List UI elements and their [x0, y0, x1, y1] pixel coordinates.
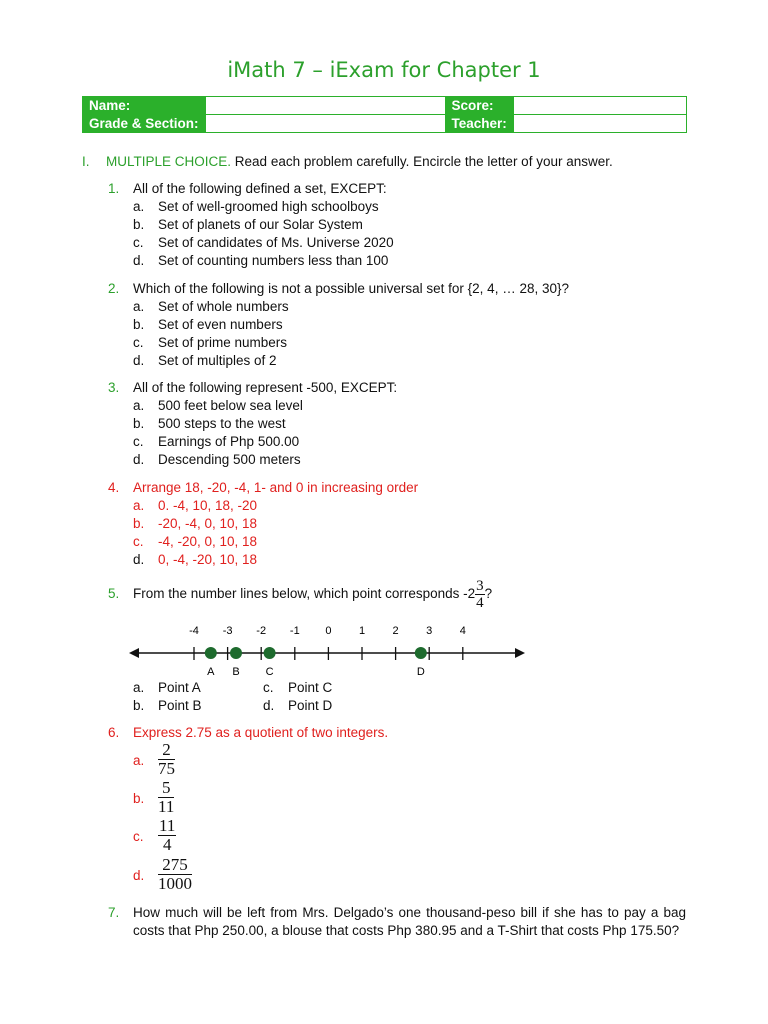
option[interactable] — [108, 316, 569, 334]
option[interactable] — [108, 216, 394, 234]
option-text: Point D — [288, 698, 333, 713]
tick-label: 2 — [392, 625, 399, 637]
option-fraction — [158, 741, 175, 778]
option-letter: a. — [133, 753, 145, 768]
tick-label: -1 — [289, 625, 300, 637]
point-marker — [230, 647, 242, 659]
option-letter: c. — [133, 829, 144, 844]
option-text: Set of well-groomed high schoolboys — [158, 199, 379, 214]
option-letter: d. — [133, 353, 145, 368]
option-letter: d. — [263, 698, 275, 713]
option-letter: c. — [133, 434, 144, 449]
option-letter: b. — [133, 791, 145, 806]
option-letter: a. — [133, 299, 145, 314]
option-text: Earnings of Php 500.00 — [158, 434, 300, 449]
option[interactable] — [108, 451, 397, 469]
question-number: 6. — [108, 725, 120, 740]
option-letter: c. — [133, 534, 144, 549]
option-letter: c. — [263, 680, 274, 695]
question-6 — [108, 724, 388, 742]
option-fraction — [158, 856, 192, 893]
option-letter: b. — [133, 698, 145, 713]
point-label: A — [207, 666, 215, 678]
option-text: Set of whole numbers — [158, 299, 289, 314]
question-7 — [108, 904, 688, 940]
option-text: Set of planets of our Solar System — [158, 217, 363, 232]
option-text: Descending 500 meters — [158, 452, 301, 467]
score-field[interactable] — [513, 97, 686, 115]
option[interactable] — [108, 298, 569, 316]
option[interactable] — [108, 497, 418, 515]
fraction-denominator: 4 — [162, 835, 172, 854]
option-text: 500 steps to the west — [158, 416, 286, 431]
number-line — [125, 620, 535, 680]
option[interactable] — [108, 433, 397, 451]
option-text: Point B — [158, 698, 202, 713]
section-header — [82, 154, 613, 169]
option-text: Set of even numbers — [158, 317, 283, 332]
option-letter: d. — [133, 868, 145, 883]
option[interactable] — [108, 679, 238, 697]
option-letter: b. — [133, 217, 145, 232]
option-letter: a. — [133, 199, 145, 214]
fraction-denominator: 1000 — [158, 874, 192, 893]
option-letter: c. — [133, 235, 144, 250]
option-text: 500 feet below sea level — [158, 398, 303, 413]
fraction-numerator: 11 — [159, 816, 176, 835]
point-label: D — [416, 666, 425, 678]
option-text: -4, -20, 0, 10, 18 — [158, 534, 258, 549]
fraction-numerator: 5 — [158, 779, 174, 798]
fraction-denominator: 4 — [476, 595, 484, 611]
score-label: Score: — [445, 97, 513, 115]
name-field[interactable] — [205, 97, 445, 115]
option-text: Point A — [158, 680, 201, 695]
exam-title: iMath 7 – iExam for Chapter 1 — [227, 58, 541, 82]
question-text: From the number lines below, which point corresponds -2 — [133, 586, 476, 602]
question-number: 5. — [108, 586, 120, 602]
section-instructions: Read each problem carefully. Encircle the letter of your answer. — [234, 154, 613, 169]
question-3 — [108, 379, 397, 469]
option-fraction — [158, 817, 176, 854]
option[interactable] — [108, 352, 569, 370]
left-arrow-icon — [129, 648, 139, 658]
option-text: Set of counting numbers less than 100 — [158, 253, 389, 268]
right-arrow-icon — [515, 648, 525, 658]
question-text: Express 2.75 as a quotient of two integers. — [133, 725, 389, 740]
student-info-table — [82, 96, 687, 133]
question-text: Arrange 18, -20, -4, 1- and 0 in increasing order — [133, 480, 419, 495]
fraction-numerator: 3 — [476, 578, 484, 594]
option[interactable] — [108, 415, 397, 433]
option-letter: a. — [133, 398, 145, 413]
tick-label: 1 — [358, 625, 366, 637]
question-number: 2. — [108, 281, 120, 296]
option[interactable] — [108, 697, 238, 715]
option-text: -20, -4, 0, 10, 18 — [158, 516, 258, 531]
fraction-numerator: 275 — [158, 856, 192, 875]
fraction-denominator: 11 — [158, 797, 175, 816]
point-marker — [415, 647, 427, 659]
tick-label: 3 — [426, 625, 433, 637]
option-text: Set of multiples of 2 — [158, 353, 277, 368]
option-letter: b. — [133, 317, 145, 332]
option-letter: b. — [133, 416, 145, 431]
option[interactable] — [108, 551, 418, 569]
question-text: All of the following defined a set, EXCEPT: — [133, 181, 387, 196]
question-4 — [108, 479, 418, 569]
option-letter: b. — [133, 516, 145, 531]
option[interactable] — [108, 234, 394, 252]
grade-section-field[interactable] — [205, 115, 445, 133]
option-text: Set of candidates of Ms. Universe 2020 — [158, 235, 394, 250]
option-text: 0, -4, -20, 10, 18 — [158, 552, 258, 567]
option[interactable] — [108, 334, 569, 352]
option-fraction — [158, 779, 174, 816]
point-marker — [264, 647, 276, 659]
teacher-label: Teacher: — [445, 115, 513, 133]
option-text: 0. -4, 10, 18, -20 — [158, 498, 258, 513]
option[interactable] — [108, 252, 394, 270]
option[interactable] — [108, 397, 397, 415]
question-5 — [108, 578, 492, 611]
question-number: 3. — [108, 380, 120, 395]
option[interactable] — [108, 515, 418, 533]
option-letter: d. — [133, 552, 145, 567]
tick-label: -2 — [256, 625, 267, 637]
fraction-denominator: 75 — [158, 759, 175, 778]
option[interactable] — [108, 533, 418, 551]
option-letter: d. — [133, 452, 145, 467]
tick-label: -3 — [222, 625, 233, 637]
question-number: 4. — [108, 480, 120, 495]
point-label: B — [232, 666, 240, 678]
option[interactable] — [108, 198, 394, 216]
section-heading: MULTIPLE CHOICE. — [106, 154, 232, 169]
tick-label: 4 — [459, 625, 466, 637]
question-5-options — [108, 679, 332, 715]
fraction-numerator: 2 — [158, 741, 175, 760]
name-label: Name: — [83, 97, 206, 115]
question-number: 7. — [108, 905, 120, 920]
question-1 — [108, 180, 394, 270]
grade-section-label: Grade & Section: — [83, 115, 206, 133]
option-letter: a. — [133, 680, 145, 695]
option-letter: a. — [133, 498, 145, 513]
option-text: Set of prime numbers — [158, 335, 288, 350]
option-letter: c. — [133, 335, 144, 350]
question-number: 1. — [108, 181, 120, 196]
option-letter: d. — [133, 253, 145, 268]
section-number: I. — [82, 154, 90, 169]
question-text: All of the following represent -500, EXCEPT: — [133, 380, 398, 395]
point-label: C — [265, 666, 274, 678]
tick-label: 0 — [325, 625, 332, 637]
question-text: How much will be left from Mrs. Delgado’s one thousand-peso bill if she has to pay a bag costs that Php 250.00, a blouse that costs Php 380.95 and a T-Shirt that costs Php 175.50? — [133, 905, 686, 938]
tick-label: -4 — [189, 625, 199, 637]
mixed-fraction — [475, 578, 485, 611]
option[interactable] — [238, 697, 332, 715]
question-2 — [108, 280, 569, 370]
point-marker — [205, 647, 217, 659]
option[interactable] — [238, 679, 332, 697]
question-end: ? — [484, 586, 493, 602]
option-text: Point C — [288, 680, 333, 695]
question-text: Which of the following is not a possible universal set for {2, 4, … 28, 30}? — [133, 281, 569, 296]
teacher-field[interactable] — [513, 115, 686, 133]
